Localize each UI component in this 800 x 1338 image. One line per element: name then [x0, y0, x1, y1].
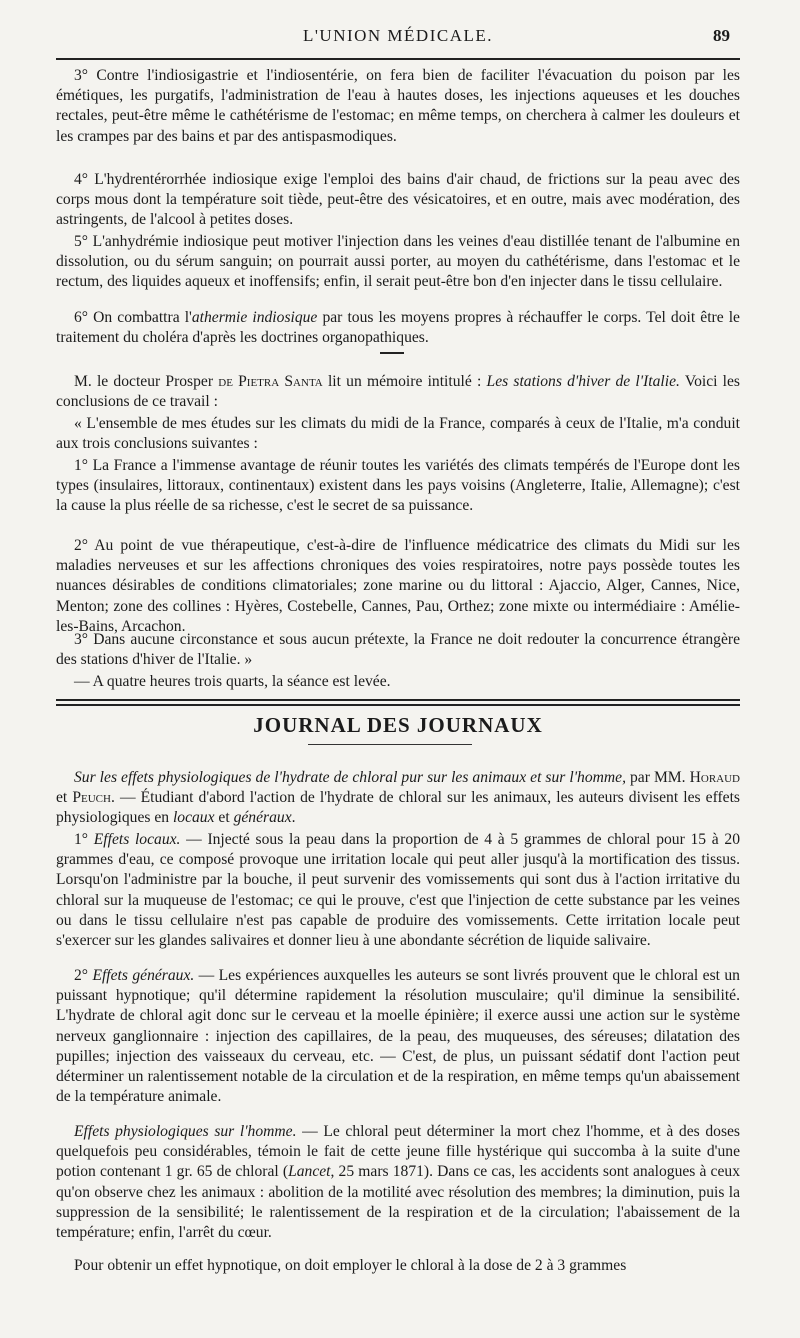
page-header	[56, 22, 740, 52]
local-text: — Injecté sous la peau dans la proportion de 4 à 5 grammes de chloral pour 15 à 20 grammes d'eau, ce composé provoque une irritation locale qui peut aller jusqu'à la mortification des tissus. Lorsqu'on l'administre par la bouche, il peut survenir des vomissements qui sont dus à l'action irritative du chloral sur la muqueuse de l'estomac; ce qui le prouve, c'est que l'injection de cette substance par les veines ou dans le tissu cellulaire n'est pas capable de produire des vomissements. Cette irritation locale peut s'exercer sur les glandes salivaires et donner lieu à une abondante sécrétion de liquide salivaire.	[56, 831, 741, 950]
conclusion-2: 2° Au point de vue thérapeutique, c'est-à-dire de l'influence médicatrice des climats du Midi sur les maladies nerveuses et sur les affections chroniques des voies respiratoires, notre pays possède toutes les nuances désirables de conditions climatoriales; zone marine ou du littoral : Ajaccio, Alger, Cannes, Nice, Menton; zone des collines : Hyères, Costebelle, Cannes, Pau, Orthez; zone mixte ou intermédiaire : Amélie-les-Bains, Arcachon.	[56, 537, 740, 635]
session-close: — A quatre heures trois quarts, la séance est levée.	[74, 673, 391, 690]
memoir-paragraph	[56, 372, 740, 412]
intro-italic-generaux: généraux	[233, 809, 292, 827]
intro-text-b: et	[56, 789, 73, 807]
p6-italic: athermie indiosique	[191, 309, 318, 326]
quote-intro: « L'ensemble de mes études sur les climats du midi de la France, comparés à ceux de l'Italie, m'a conduit aux trois conclusions suivantes :	[56, 415, 740, 453]
page-number: 89	[713, 26, 730, 45]
intro-text-a: par MM.	[625, 769, 690, 786]
p6-text-a: 6° On combattra l'	[74, 309, 192, 326]
lancet-citation: Lancet	[288, 1163, 331, 1181]
general-heading: Effets généraux.	[92, 967, 195, 984]
final-line: Pour obtenir un effet hypnotique, on doit employer le chloral à la dose de 2 à 3 grammes	[74, 1257, 627, 1274]
title-underline	[308, 744, 472, 745]
section-divider	[56, 699, 740, 706]
human-text-b: , 25 mars 1871). Dans ce cas, les accidents sont analogues à ceux qu'on observe chez les animaux : abolition de la motilité avec résolution des membres; la diminution, puis la suppression de la sensibilité; le ralentissement de la respiration et de la circulation; l'abaissement de la température; enfin, l'arrêt du cœur.	[56, 1163, 740, 1242]
paragraph-6	[56, 308, 740, 348]
local-heading: Effets locaux.	[93, 831, 181, 848]
memoir-text-a: M. le docteur Prosper	[74, 373, 219, 390]
separator-dash	[380, 352, 404, 354]
human-heading: Effets physiologiques sur l'homme.	[74, 1123, 297, 1140]
header-rule	[56, 58, 740, 60]
intro-text-e: .	[291, 809, 296, 827]
memoir-text-b: lit un mémoire intitulé :	[322, 373, 487, 390]
paragraph-3: 3° Contre l'indiosigastrie et l'indiosentérie, on fera bien de faciliter l'évacuation du poison par les émétiques, les purgatifs, l'administration de l'eau à hautes doses, les injections aqueuses et les douches rectales, peut-être même le cathétérisme de l'estomac; en même temps, on cherchera à calmer les douleurs et les crampes par des bains et par des antispasmodiques.	[56, 67, 740, 145]
author-peuch: Peuch	[72, 789, 111, 807]
intro-italic-locaux: locaux	[172, 809, 215, 827]
local-num: 1°	[74, 831, 94, 848]
memoir-text-c: Voici les conclusions de ce travail :	[56, 373, 740, 411]
article-intro	[56, 768, 740, 829]
intro-text-c: . — Étudiant d'abord l'action de l'hydrate de chloral sur les animaux, les auteurs divisent les effets physiologiques en	[56, 789, 740, 827]
p6-text-b: par tous les moyens propres à réchauffer le corps. Tel doit être le traitement du choléra d'après les doctrines organopathiques.	[56, 309, 740, 347]
conclusion-3: 3° Dans aucune circonstance et sous aucun prétexte, la France ne doit redouter la concurrence étrangère des stations d'hiver de l'Italie. »	[56, 631, 740, 669]
memoir-title: Les stations d'hiver de l'Italie.	[486, 373, 680, 390]
general-num: 2°	[74, 967, 93, 984]
conclusion-1: 1° La France a l'immense avantage de réunir toutes les variétés des climats tempérés de l'Europe dont les types (insulaires, littoraux, continentaux) existent dans les pays voisins (Angleterre, Italie, Allemagne); c'est la cause la plus réelle de sa richesse, c'est le secret de sa puissance.	[56, 457, 740, 515]
paragraph-4: 4° L'hydrentérorrhée indiosique exige l'emploi des bains d'air chaud, de frictions sur la peau avec des corps mous dont la température soit tiède, peut-être des vésicatoires, et en outre, mais avec modération, des astringents, de l'alcool à petites doses.	[56, 171, 740, 229]
intro-text-d: et	[214, 809, 234, 827]
running-title: L'UNION MÉDICALE.	[302, 26, 494, 45]
author-horaud: Horaud	[689, 769, 740, 786]
human-effects	[56, 1122, 740, 1243]
article-title: Sur les effets physiologiques de l'hydrate de chloral pur sur les animaux et sur l'homme,	[74, 769, 626, 786]
general-effects	[56, 966, 740, 1107]
paragraph-5: 5° L'anhydrémie indiosique peut motiver l'injection dans les veines d'eau distillée tenant de l'albumine en dissolution, ou du sérum sanguin; on pourrait aussi porter, au moyen du cathétérisme, dans l'estomac et le rectum, des liquides aqueux et inoffensifs; enfin, il serait peut-être bon d'en injecter dans le tissu cellulaire.	[56, 233, 740, 291]
local-effects	[56, 830, 740, 951]
human-text-a: — Le chloral peut déterminer la mort chez l'homme, et à des doses quelquefois peu considérables, témoin le fait de cette jeune fille hystérique qui succomba à la suite d'une potion contenant 1 gr. 65 de chloral (	[56, 1123, 740, 1181]
general-text: — Les expériences auxquelles les auteurs se sont livrés prouvent que le chloral est un puissant hypnotique; qu'il détermine rapidement la résolution musculaire; qu'il diminue la sensibilité. L'hydrate de chloral agit donc sur le cerveau et la moelle épinière; il exerce aussi une action sur le système nerveux ganglionnaire : injection des capillaires, de la peau, des muqueuses, des séreuses; dilatation des pupilles; injection des vaisseaux du cerveau, etc. — C'est, de plus, un puissant sédatif dont l'action peut déterminer un ralentissement notable de la circulation et de la respiration, en même temps qu'un abaissement de la température animale.	[56, 967, 740, 1106]
section-title: JOURNAL DES JOURNAUX	[253, 713, 543, 737]
author-name: de Pietra Santa	[218, 373, 323, 390]
